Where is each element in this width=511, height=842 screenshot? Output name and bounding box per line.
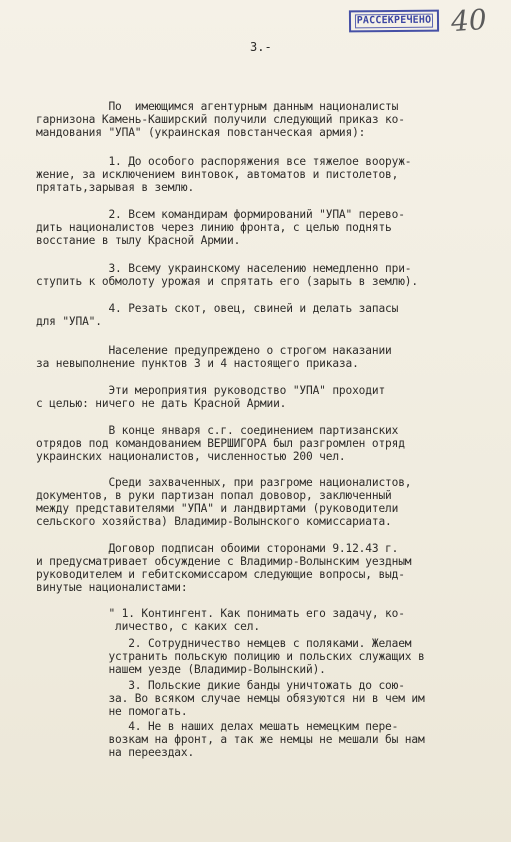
quote-item-4: 4. Не в наших делах мешать немецким пере- возкам на фронт, а так же немцы не мешали бы нам на переездах. xyxy=(108,720,425,759)
quote-item-3: 3. Польские дикие банды уничтожать до сою- за. Во всяком случае немцы обязуются ни в чем им не помогать. xyxy=(108,679,425,718)
paragraph-intro: По имеющимся агентурным данным националисты гарнизона Камень-Каширский получили следующий приказ ко- мандования "УПА" (украинская повстанческая армия): xyxy=(36,100,405,139)
page-number: 3.- xyxy=(250,40,272,54)
folio-number: 40 xyxy=(449,2,488,39)
paragraph-item-1: 1. До особого распоряжения все тяжелое вооруж- жение, за исключением винтовок, автоматов и пистолетов, прятать,зарывая в землю. xyxy=(36,155,412,194)
paragraph-item-3: 3. Всему украинскому населению немедленно при- ступить к обмолоту урожая и спрятать его (зарыть в землю). xyxy=(36,262,418,288)
paragraph-purpose: Эти мероприятия руководство "УПА" проходит с целью: ничего не дать Красной Армии. xyxy=(36,384,386,410)
paragraph-warning: Население предупреждено о строгом наказании за невыполнение пунктов 3 и 4 настоящего приказа. xyxy=(36,344,392,370)
paragraph-agreement: Договор подписан обоими сторонами 9.12.43 г. и предусматривает обсуждение с Владимир-Волынским уездным руководителем и гебитскомиссаром следующие вопросы, выд- винутые националистами: xyxy=(36,542,412,594)
paragraph-item-4: 4. Резать скот, овец, свиней и делать запасы для "УПА". xyxy=(36,302,399,328)
paragraph-partisans: В конце января с.г. соединением партизанских отрядов под командованием ВЕРШИГОРА был разгромлен отряд украинских националистов, численностью 200 чел. xyxy=(36,424,405,463)
paragraph-item-2: 2. Всем командирам формирований "УПА" перево- дить националистов через линию фронта, с целью поднять восстание в тылу Красной Армии. xyxy=(36,208,405,247)
paragraph-captured-documents: Среди захваченных, при разгроме националистов, документов, в руки партизан попал дововор, заключенный между представителями "УПА" и ландвиртами (руководители сельского хозяйства) Владимир-Волынского комиссариата. xyxy=(36,476,412,528)
quote-item-2: 2. Сотрудничество немцев с поляками. Желаем устранить польскую полицию и польских служащих в нашем уезде (Владимир-Волынский). xyxy=(108,637,425,676)
quote-item-1: " 1. Контингент. Как понимать его задачу, ко- личество, с каких сел. xyxy=(108,607,405,633)
declassified-stamp: РАССЕКРЕЧЕНО xyxy=(349,10,439,33)
